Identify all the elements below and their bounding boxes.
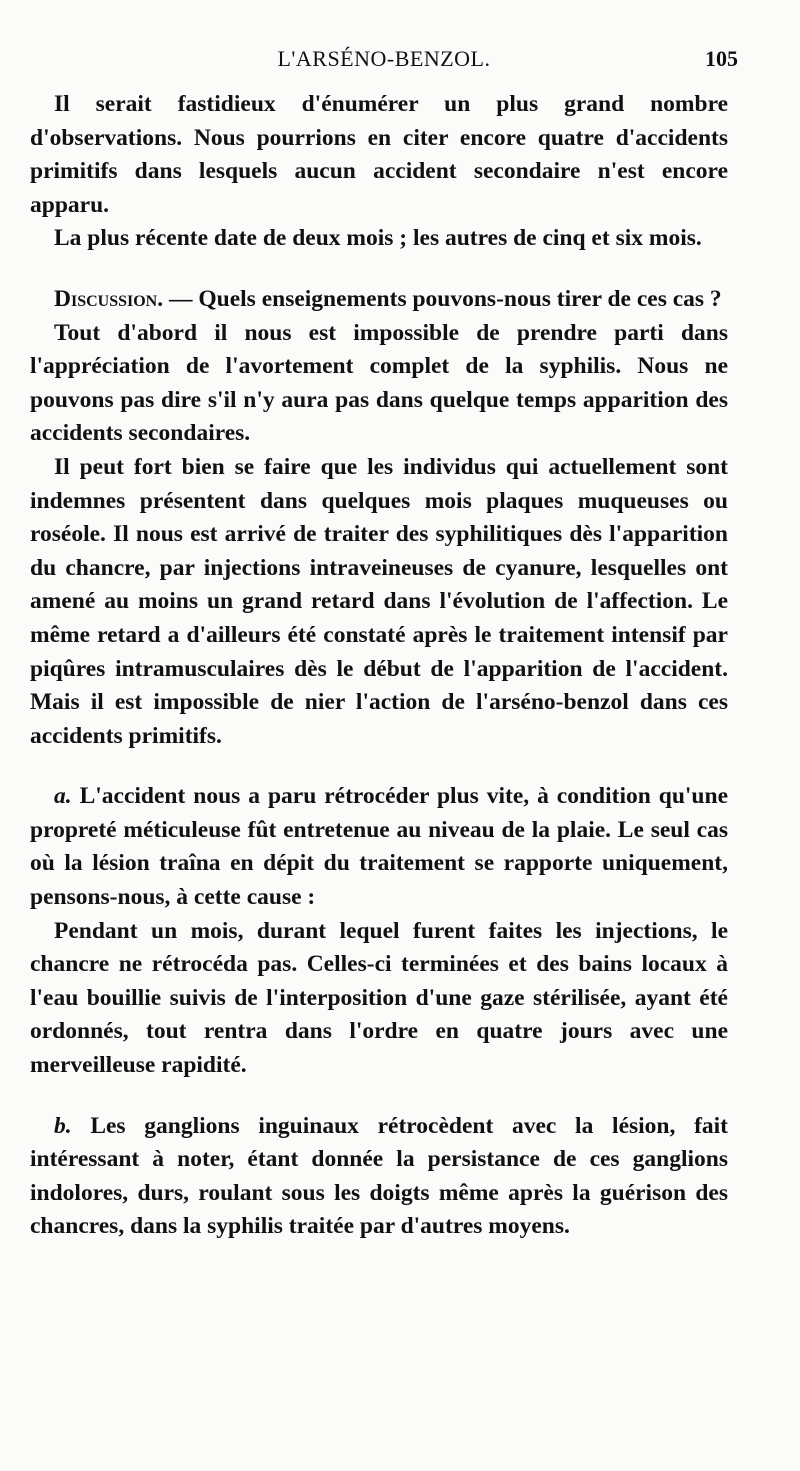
point-b-label: b. [54, 1112, 72, 1139]
paragraph-discussion [30, 283, 728, 317]
discussion-label: Discussion. [54, 285, 164, 312]
paragraph-avortement: Tout d'abord il nous est impossible de prendre parti dans l'appréciation de l'avortement complet de la syphilis. Nous ne pouvons pas dire s'il n'y aura pas dans quelque temps apparition des accidents secondaires. [30, 319, 728, 447]
body-text [30, 88, 728, 1244]
running-title: L'ARSÉNO-BENZOL. [277, 46, 491, 71]
running-head [30, 40, 738, 80]
paragraph-point-b [30, 1110, 728, 1244]
paragraph-point-a [30, 780, 728, 914]
point-a-label: a. [54, 783, 72, 810]
paragraph-pendant: Pendant un mois, durant lequel furent faites les injections, le chancre ne rétrocéda pas. Celles-ci terminées et des bains locaux à l'eau bouillie suivis de l'interposition d'une gaze stérilisée, ayant été ordonnés, tout rentra dans l'ordre en quatre jours avec une merveilleuse rapidité. [30, 917, 728, 1079]
point-b-text: Les ganglions inguinaux rétrocèdent avec la lésion, fait intéressant à noter, étant donnée la persistance de ces ganglions indolores, durs, roulant sous les doigts même après la guérison des chancres, dans la syphilis traitée par d'autres moyens. [30, 1112, 728, 1240]
point-a-text: L'accident nous a paru rétrocéder plus vite, à condition qu'une propreté méticuleuse fût entretenue au niveau de la plaie. Le seul cas où la lésion traîna en dépit du traitement se rapporte uniquement, pensons-nous, à cette cause : [30, 783, 728, 911]
discussion-question: — Quels enseignements pouvons-nous tirer de ces cas ? [163, 285, 722, 312]
paragraph-individus: Il peut fort bien se faire que les individus qui actuellement sont indemnes présentent dans quelques mois plaques muqueuses ou roséole. Il nous est arrivé de traiter des syphilitiques dès l'apparition du chancre, par injections intraveineuses de cyanure, lesquelles ont amené au moins un grand retard dans l'évolution de l'affection. Le même retard a d'ailleurs été constaté après le traitement intensif par piqûres intramusculaires dès le début de l'apparition de l'accident. Mais il est impossible de nier l'action de l'arséno-benzol dans ces accidents primitifs. [30, 453, 728, 749]
paragraph-dates: La plus récente date de deux mois ; les autres de cinq et six mois. [54, 225, 702, 252]
paragraph-observations: Il serait fastidieux d'énumérer un plus grand nombre d'observations. Nous pourrions en citer encore quatre d'accidents primitifs dans lesquels aucun accident secondaire n'est encore apparu. [30, 91, 728, 218]
page-number: 105 [705, 46, 738, 71]
